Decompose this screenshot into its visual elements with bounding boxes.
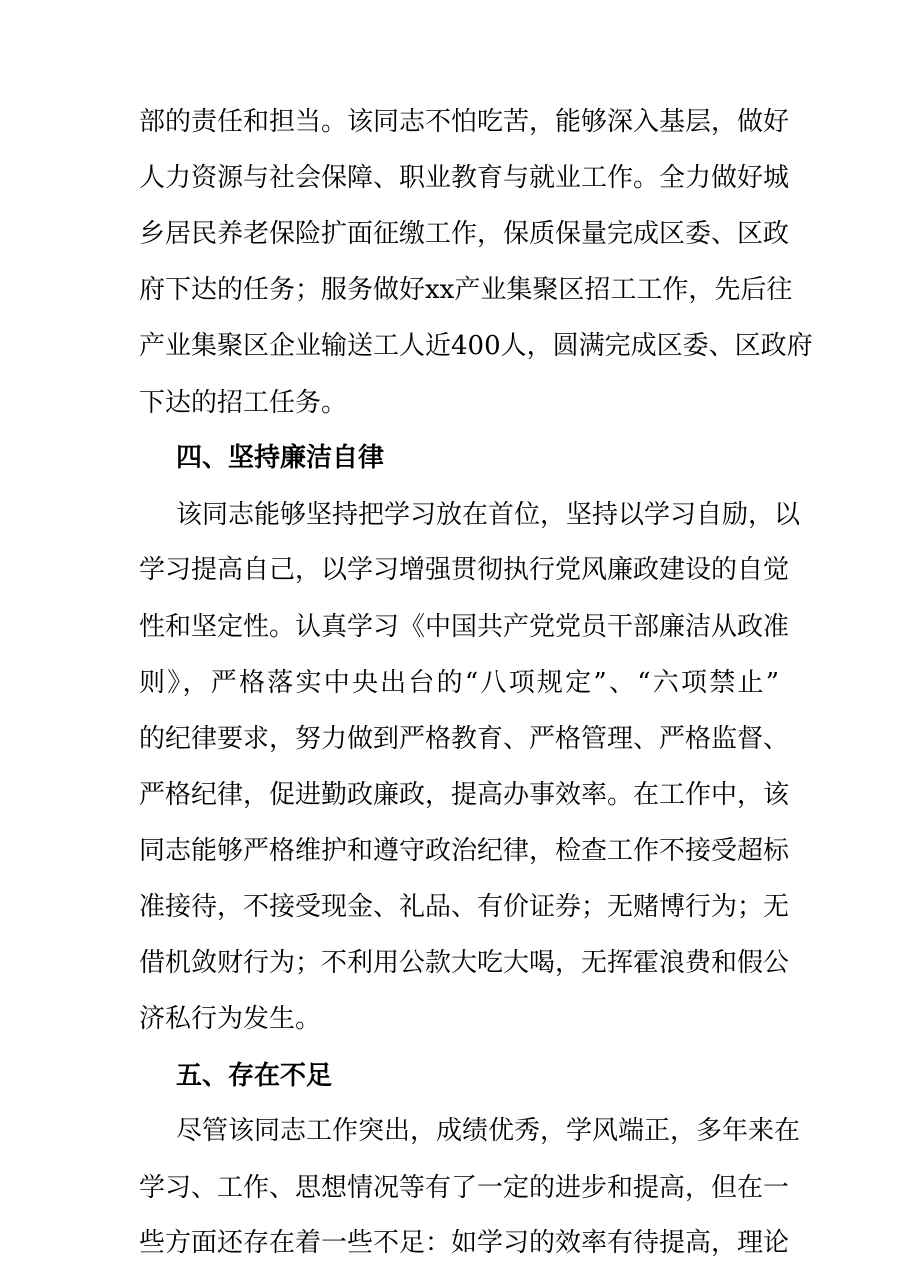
paragraph-line: 则》，严格落实中央出台的“八项规定”、“六项禁止” [139, 668, 779, 698]
section-heading-5: 五、存在不足 [176, 1061, 333, 1091]
paragraph-line: 的纪律要求，努力做到严格教育、严格管理、严格监督、 [139, 724, 790, 754]
paragraph-line: 学习提高自己，以学习增强贯彻执行党风廉政建设的自觉 [139, 555, 790, 585]
paragraph-line: 府下达的任务；服务做好xx产业集聚区招工工作，先后往 [139, 275, 793, 305]
paragraph-line: 下达的招工任务。 [139, 388, 348, 418]
paragraph-line: 济私行为发生。 [139, 1004, 322, 1034]
section-heading-4: 四、坚持廉洁自律 [176, 443, 385, 473]
paragraph-line: 产业集聚区企业输送工人近400人，圆满完成区委、区政府 [139, 331, 813, 361]
paragraph-line: 学习、工作、思想情况等有了一定的进步和提高，但在一 [139, 1173, 790, 1203]
paragraph-line: 性和坚定性。认真学习《中国共产党党员干部廉洁从政准 [139, 612, 790, 642]
paragraph-line: 些方面还存在着一些不足：如学习的效率有待提高，理论 [139, 1228, 790, 1258]
paragraph-line: 乡居民养老保险扩面征缴工作，保质保量完成区委、区政 [139, 219, 790, 249]
paragraph-line: 部的责任和担当。该同志不怕吃苦，能够深入基层，做好 [139, 107, 790, 137]
paragraph-line: 尽管该同志工作突出，成绩优秀，学风端正，多年来在 [176, 1116, 801, 1146]
paragraph-line: 该同志能够坚持把学习放在首位，坚持以学习自励，以 [176, 500, 801, 530]
paragraph-line: 同志能够严格维护和遵守政治纪律，检查工作不接受超标 [139, 836, 790, 866]
paragraph-line: 严格纪律，促进勤政廉政，提高办事效率。在工作中，该 [139, 780, 790, 810]
paragraph-line: 人力资源与社会保障、职业教育与就业工作。全力做好城 [139, 163, 790, 193]
paragraph-line: 准接待，不接受现金、礼品、有价证券；无赌博行为；无 [139, 892, 790, 922]
paragraph-line: 借机敛财行为；不利用公款大吃大喝，无挥霍浪费和假公 [139, 948, 790, 978]
